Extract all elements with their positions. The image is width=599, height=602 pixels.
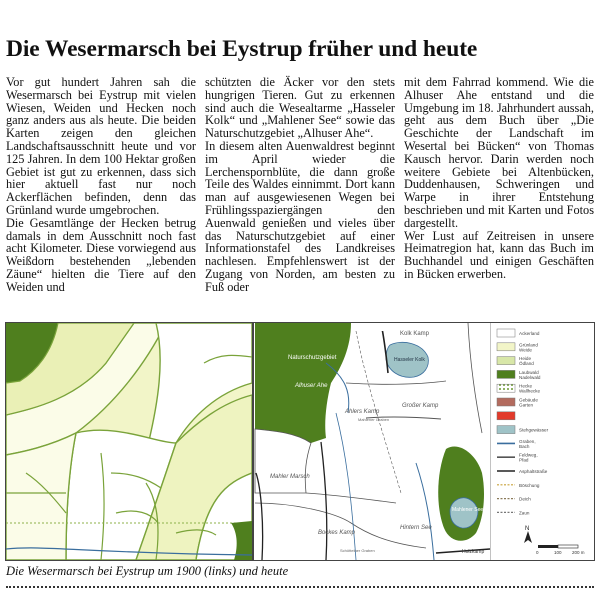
text-column-1: [6, 76, 196, 318]
legend-swatch: [497, 370, 515, 378]
text-column-2: [205, 76, 395, 318]
legend-swatch: [497, 412, 515, 420]
text-column-3: [404, 76, 594, 318]
legend-swatch: [497, 398, 515, 406]
historic-map: [6, 323, 252, 560]
current-map: [255, 323, 490, 560]
map-legend: [491, 323, 595, 560]
map-label-hasseler-kolk: Hasseler Kolk: [394, 357, 425, 363]
map-label-mahler-marsch: Mahler Marsch: [270, 474, 310, 480]
map-label-naturschutzgebiet: Naturschutzgebiet: [288, 355, 337, 361]
map-label-mahlener-graben: Mahlener Graben: [358, 417, 390, 422]
scale-tick: 100: [554, 550, 562, 555]
map-comparison: [6, 323, 594, 560]
legend-swatch: [497, 343, 515, 351]
paragraph: mit dem Fahrrad kommend. Wie die Alhuser Ahe entstand und die Umgebung im 18. Jahrhundert aussah, geht aus dem Buch über „Die Geschichte der Landschaft im Wesertal bei Bücken“ von Thomas Kausch hervor. Darin werden noch weitere Gebiete bei Altenbücken, Duddenhausen, Schweringen und Warpe in ihrer Entstehung beschrieben und mit Karten und Fotos dargestellt.: [404, 75, 594, 230]
figure-caption: Die Wesermarsch bei Eystrup um 1900 (links) und heute: [6, 564, 289, 578]
scale-tick: 0: [536, 550, 539, 555]
map-label-hintern-see: Hintern See: [400, 525, 432, 531]
map-label-mahlener-see: Mahlener See: [452, 507, 484, 513]
legend-label: Feldweg, Pfad: [519, 452, 538, 463]
legend-label: Gebäude Garten: [519, 397, 538, 408]
map-label-alhuser-ahe: Alhuser Ahe: [295, 383, 328, 389]
paragraph: Vor gut hundert Jahren sah die Wesermarsch bei Eystrup mit vielen Wiesen, Weiden und Hecken noch ganz anders aus als heute. Die beiden Karten zeigen den gleichen Landschaftsausschnitt heute und vor 125 Jahren. In dem 100 Hektar großen Gebiet ist gut zu erkennen, dass sich hier aktuell fast nur noch Ackerflächen befinden, denn das Grünland wurde umgebrochen.: [6, 75, 196, 217]
legend-swatch: [497, 329, 515, 337]
legend-label: Stehgewässer: [519, 427, 549, 433]
map-figure: [5, 322, 595, 561]
legend-item: [497, 370, 541, 380]
legend-label: Hecke Wallhecke: [519, 383, 541, 394]
paragraph: schützten die Äcker vor den stets hungrigen Tieren. Gut zu erkennen sind auch die Wesealtarme „Hasseler Kolk“ und „Mahlener See“ sowie das Naturschutzgebiet „Alhuser Ahe“.: [205, 75, 395, 141]
legend-label: Graben, Bach: [519, 438, 536, 449]
map-label-bockes-kamp: Bockes Kamp: [318, 530, 356, 536]
scale-tick: 200 m: [572, 550, 585, 555]
paragraph: Die Gesamtlänge der Hecken betrug damals in dem Ausschnitt noch fast acht Kilometer. Diese vorwiegend aus Weißdorn bestehenden „lebenden Zäune“ hielten die Tiere auf den Weiden und: [6, 215, 196, 294]
north-label: N: [525, 526, 530, 532]
article-headline: Die Wesermarsch bei Eystrup früher und heute: [6, 36, 478, 62]
map-label-ahlers-kamp: Ahlers Kamp: [345, 409, 380, 415]
legend-swatch: [497, 357, 515, 365]
paragraph: In diesem alten Auenwaldrest beginnt im April wieder die Lerchenspornblüte, die dann große Teile des Waldes einnimmt. Dort kann man auf ausgewiesenen Wegen bei Frühlingsspaziergängen den Auenwald genießen und vieles über das Naturschutzgebiet auf einer Informationstafel des Landkreises nachlesen. Empfehlenswert ist der Zugang von Norden, am besten zu Fuß oder: [205, 138, 395, 294]
dotted-divider: [6, 586, 594, 588]
legend-label: Grünland Weide: [519, 342, 538, 353]
paragraph: Wer Lust auf Zeitreisen in unsere Heimatregion hat, kann das Buch im Buchhandel und einigen Geschäften in Bücken erwerben.: [404, 228, 594, 281]
legend-label: Böschung: [519, 482, 540, 488]
map-label-holzkamp: Holzkamp: [462, 549, 485, 555]
legend-item: [497, 329, 540, 337]
legend-label: Ackerland: [519, 331, 540, 336]
map-label-schoettelner-graben: Schöttelner Graben: [340, 548, 375, 553]
legend-item: [497, 412, 515, 420]
legend-label: Heide Ödland: [519, 356, 534, 367]
legend-label: Laubwald Nadelwald: [519, 369, 541, 380]
legend-label: Deich: [519, 496, 531, 502]
article-body: [6, 76, 594, 318]
map-label-kolk-kamp: Kolk Kamp: [400, 331, 430, 337]
legend-swatch: [497, 384, 515, 392]
legend-swatch: [497, 426, 515, 434]
legend-item: [497, 426, 549, 434]
map-label-grosser-kamp: Großer Kamp: [402, 403, 439, 409]
legend-label: Zaun: [519, 510, 530, 516]
legend-label: Asphaltstraße: [519, 469, 548, 474]
